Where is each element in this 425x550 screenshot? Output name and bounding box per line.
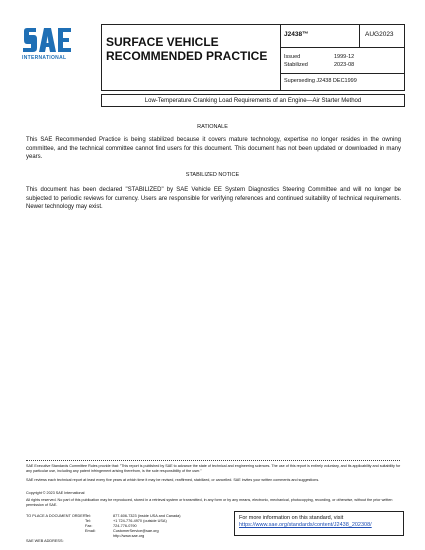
document-title: Low-Temperature Cranking Load Requirements of an Engine—Air Starter Method	[144, 97, 362, 104]
stabilized-notice-text: This document has been declared "STABILIZED" by SAE Vehicle EE System Diagnostics Steering Committee and will no longer be subjected to periodic reviews for currency. Users are responsible for verifying references and continued suitability of technical requirements. Newer technology may exist.	[26, 187, 401, 210]
issued-label: Issued	[284, 54, 301, 60]
footer-divider	[26, 460, 400, 461]
rationale-heading: RATIONALE	[197, 124, 228, 130]
order-row[interactable]: Email: CustomerService@sae.org	[85, 529, 159, 533]
web-address-label: SAE WEB ADDRESS:	[26, 539, 64, 543]
document-title-box	[101, 94, 405, 107]
order-row: Tel: +1 724-776-4970 (outside USA)	[85, 519, 167, 523]
title-line-1: SURFACE VEHICLE	[106, 35, 219, 49]
stabilized-notice-heading: STABILIZED NOTICE	[185, 172, 240, 178]
fine-print-rights: All rights reserved. No part of this publication may be reproduced, stored in a retrieval system or transmitted, in any form or by any means, electronic, mechanical, photocopying, recording, or otherwise, without the prior written permission of SAE.	[26, 498, 393, 507]
order-label: TO PLACE A DOCUMENT ORDER:	[26, 514, 87, 518]
order-row[interactable]: http://www.sae.org	[113, 534, 145, 538]
sae-logo	[22, 27, 88, 61]
standard-link[interactable]: https://www.sae.org/standards/content/J2438_202308/	[239, 522, 372, 528]
sae-logo-icon	[22, 27, 72, 53]
stabilized-label: Stabilized	[284, 62, 308, 68]
order-row: Fax: 724-776-0790	[85, 524, 137, 528]
document-type-title	[106, 35, 278, 63]
rationale-text: This SAE Recommended Practice is being stabilized because it covers mature technology, expertise no longer resides in the owning committee, and the technical committee cannot find users for this document. This document has not been updated or downloaded in many years.	[26, 137, 401, 160]
more-info-box	[234, 511, 404, 536]
stabilized-value: 2023-08	[334, 62, 355, 68]
document-number: J2438™	[284, 31, 309, 38]
fine-print-review: SAE reviews each technical report at least every five years at which time it may be revised, reaffirmed, stabilized, or cancelled. SAE invites your written comments and suggestions.	[26, 478, 320, 482]
header-box	[101, 24, 405, 91]
fine-print-copyright: Copyright © 2023 SAE International	[26, 491, 85, 495]
document-date: AUG2023	[365, 31, 394, 38]
logo-subtitle: INTERNATIONAL	[22, 55, 67, 61]
fine-print-rules: SAE Executive Standards Committee Rules provide that: "This report is published by SAE to advance the state of technical and engineering sciences. The use of this report is entirely voluntary, and its applicability and suitability for any particular use, including any patent infringement arising therefrom, is the sole responsibility of the user."	[26, 464, 401, 473]
order-row: Tel: 877-606-7323 (inside USA and Canada)	[85, 514, 181, 518]
issued-value: 1999-12	[334, 54, 355, 60]
supersedes-note: Superseding J2438 DEC1999	[284, 78, 357, 84]
more-info-text: For more information on this standard, visit	[239, 515, 344, 521]
title-line-2: RECOMMENDED PRACTICE	[106, 49, 268, 63]
